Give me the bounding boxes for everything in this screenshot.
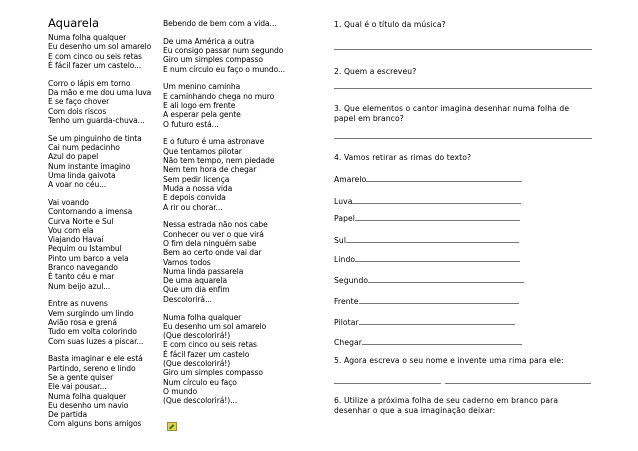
lyric-line: Vamos todos (163, 257, 211, 267)
song-title: Aquarela (48, 16, 100, 30)
lyric-line: Com suas luzes a piscar... (48, 336, 144, 346)
rhyme-answer-line[interactable] (355, 213, 520, 221)
lyric-line: E depois convida (163, 193, 226, 203)
lyric-line: Que um dia enfim (163, 285, 230, 295)
lyric-line: Uma linda gaivota (48, 170, 116, 180)
question-3-line-2: papel em branco? (334, 114, 404, 123)
lyric-line: De partida (48, 410, 88, 420)
rhyme-row (334, 317, 515, 328)
lyric-line: Avião rosa e grená (48, 318, 117, 328)
lyric-line: E com cinco ou seis retas (163, 340, 257, 350)
lyrics-column-1 (48, 33, 151, 437)
lyric-line: Tudo em volta colorindo (48, 327, 137, 337)
lyric-line: Sem pedir licença (163, 174, 230, 184)
lyric-line: E num círculo eu faço o mundo... (163, 64, 285, 74)
lyric-line: De uma América a outra (163, 36, 255, 46)
lyric-line: E ali logo em frente (163, 101, 236, 111)
col2-stanza (163, 19, 285, 28)
lyric-line: (Que descolorirá!) (163, 331, 231, 341)
lyric-line: Numa folha qualquer (48, 33, 127, 42)
rhyme-answer-line[interactable] (359, 317, 515, 325)
col1-stanza (48, 354, 151, 428)
lyric-line: Com alguns bons amigos (48, 419, 142, 429)
lyric-line: Num círculo eu faço (163, 377, 237, 387)
rhyme-row (334, 254, 520, 265)
lyric-line: Azul do papel (48, 152, 99, 162)
answer-line-5a[interactable] (334, 383, 441, 384)
lyric-line: É fácil fazer um castelo (163, 349, 250, 359)
lyric-line: E o futuro é uma astronave (163, 137, 265, 147)
lyric-line: (Que descolorirá!)... (163, 396, 238, 406)
lyric-line: Num beijo azul... (48, 281, 111, 291)
lyric-line: Se a gente quiser (48, 373, 114, 382)
lyric-line: E se faço chover (48, 97, 110, 107)
rhyme-word: Amarelo (334, 175, 367, 184)
lyric-line: O fim dela ninguém sabe (163, 238, 257, 248)
answer-line-3[interactable] (334, 138, 592, 139)
lyric-line: Se um pinguinho de tinta (48, 133, 142, 143)
question-6-line-1: 6. Utilize a próxima folha de seu caderno em branco para (334, 396, 559, 405)
rhyme-word: Lindo (334, 255, 356, 264)
lyric-line: Eu desenho um sol amarelo (48, 42, 152, 52)
lyric-line: Bem ao certo onde vai dar (163, 248, 262, 258)
rhyme-row (334, 174, 522, 185)
question-6-line-2: desenhar o que a sua imaginação deixar: (334, 406, 496, 415)
lyric-line: Descolorirá... (163, 294, 212, 304)
rhyme-row (334, 296, 519, 307)
lyric-line: Viajando Havaí (48, 235, 104, 245)
lyric-line: Tenho um guarda-chuva... (48, 115, 145, 125)
rhyme-word: Luva (334, 197, 353, 206)
col2-stanza (163, 37, 285, 74)
question-3-line-1: 3. Que elementos o cantor imagina desenhar numa folha de (334, 104, 570, 113)
rhyme-row (334, 196, 521, 207)
rhyme-row (334, 213, 520, 224)
lyric-line: Eu desenho um sol amarelo (163, 321, 267, 331)
col2-stanza (163, 82, 285, 128)
lyric-line: Vem surgindo um lindo (48, 308, 134, 318)
lyric-line: Pequim ou Istambul (48, 244, 122, 254)
lyric-line: É fácil fazer um castelo... (48, 60, 142, 70)
rhyme-answer-line[interactable] (362, 337, 522, 345)
lyric-line: Partindo, sereno e lindo (48, 363, 136, 373)
lyric-line: Numa folha qualquer (48, 391, 127, 401)
lyric-line: De uma aquarela (163, 276, 228, 286)
lyric-line: Conhecer ou ver o que virá (163, 229, 264, 239)
pencil-clipart-icon (167, 422, 177, 431)
col1-stanza (48, 33, 151, 70)
lyric-line: Ele vai pousar... (48, 382, 107, 392)
rhyme-word: Segundo (334, 276, 369, 285)
lyrics-column-2 (163, 19, 285, 414)
col1-stanza (48, 299, 151, 345)
rhyme-word: Sul (334, 236, 347, 245)
lyric-line: Que tentamos pilotar (163, 146, 242, 156)
rhyme-row (334, 235, 519, 246)
lyric-line: E caminhando chega no muro (163, 91, 275, 101)
lyric-line: Não tem tempo, nem piedade (163, 156, 275, 166)
rhyme-answer-line[interactable] (359, 296, 519, 304)
rhyme-answer-line[interactable] (366, 174, 522, 182)
rhyme-row (334, 337, 522, 348)
lyric-line: Nessa estrada não nos cabe (163, 220, 268, 230)
col1-stanza (48, 198, 151, 291)
lyric-line: Entre as nuvens (48, 299, 108, 309)
lyric-line: O futuro está... (163, 119, 219, 129)
question-4: 4. Vamos retirar as rimas do texto? (334, 153, 472, 162)
col2-stanza (163, 220, 285, 304)
lyric-line: A voar no céu... (48, 180, 107, 190)
rhyme-row (334, 275, 524, 286)
col1-stanza (48, 79, 151, 125)
rhyme-word: Papel (334, 214, 355, 223)
rhyme-answer-line[interactable] (355, 254, 520, 262)
rhyme-word: Pilotar (334, 318, 359, 327)
lyric-line: A esperar pela gente (163, 110, 241, 120)
lyric-line: Num instante imagino (48, 161, 131, 171)
lyric-line: (Que descolorirá!) (163, 359, 231, 368)
lyric-line: Contornando a imensa (48, 207, 133, 217)
lyric-line: Curva Norte e Sul (48, 216, 114, 226)
lyric-line: Eu desenho um navio (48, 400, 129, 410)
question-2: 2. Quem a escreveu? (334, 67, 417, 76)
lyric-line: Branco navegando (48, 263, 118, 273)
col2-stanza (163, 313, 285, 406)
rhyme-word: Chegar (334, 338, 362, 347)
lyric-line: A rir ou chorar... (163, 202, 223, 212)
lyric-line: Pinto um barco a vela (48, 253, 129, 263)
question-5: 5. Agora escreva o seu nome e invente uma rima para ele: (334, 356, 564, 365)
rhyme-answer-line[interactable] (352, 196, 521, 204)
answer-line-2[interactable] (334, 88, 592, 89)
col1-stanza (48, 134, 151, 190)
lyric-line: Basta imaginar e ele está (48, 354, 143, 364)
lyric-line: Bebendo de bem com a vida... (163, 19, 277, 28)
rhyme-answer-line[interactable] (346, 235, 519, 243)
lyric-line: Vou com ela (48, 225, 94, 235)
answer-line-1[interactable] (334, 49, 592, 50)
lyric-line: Muda a nossa vida (163, 183, 233, 193)
lyric-line: É tanto céu e mar (48, 272, 115, 282)
lyric-line: Com dois riscos (48, 106, 107, 116)
question-1: 1. Qual é o título da música? (334, 20, 446, 29)
lyric-line: Numa linda passarela (163, 266, 244, 276)
rhyme-word: Frente (334, 297, 359, 306)
lyric-line: Vai voando (48, 197, 89, 207)
lyric-line: E com cinco ou seis retas (48, 51, 142, 61)
lyric-line: Giro um simples compasso (163, 368, 263, 378)
rhyme-answer-line[interactable] (368, 275, 524, 283)
col2-stanza (163, 137, 285, 211)
lyric-line: Da mão e me dou uma luva (48, 87, 152, 97)
lyric-line: Um menino caminha (163, 82, 241, 92)
lyric-line: Numa folha qualquer (163, 312, 242, 322)
lyric-line: Corro o lápis em torno (48, 78, 131, 88)
lyric-line: Nem tem hora de chegar (163, 165, 257, 175)
lyric-line: Giro um simples compasso (163, 55, 263, 65)
lyric-line: O mundo (163, 386, 198, 396)
lyric-line: Eu consigo passar num segundo (163, 46, 284, 56)
lyric-line: Cai num pedacinho (48, 142, 120, 152)
answer-line-5b[interactable] (445, 383, 591, 384)
